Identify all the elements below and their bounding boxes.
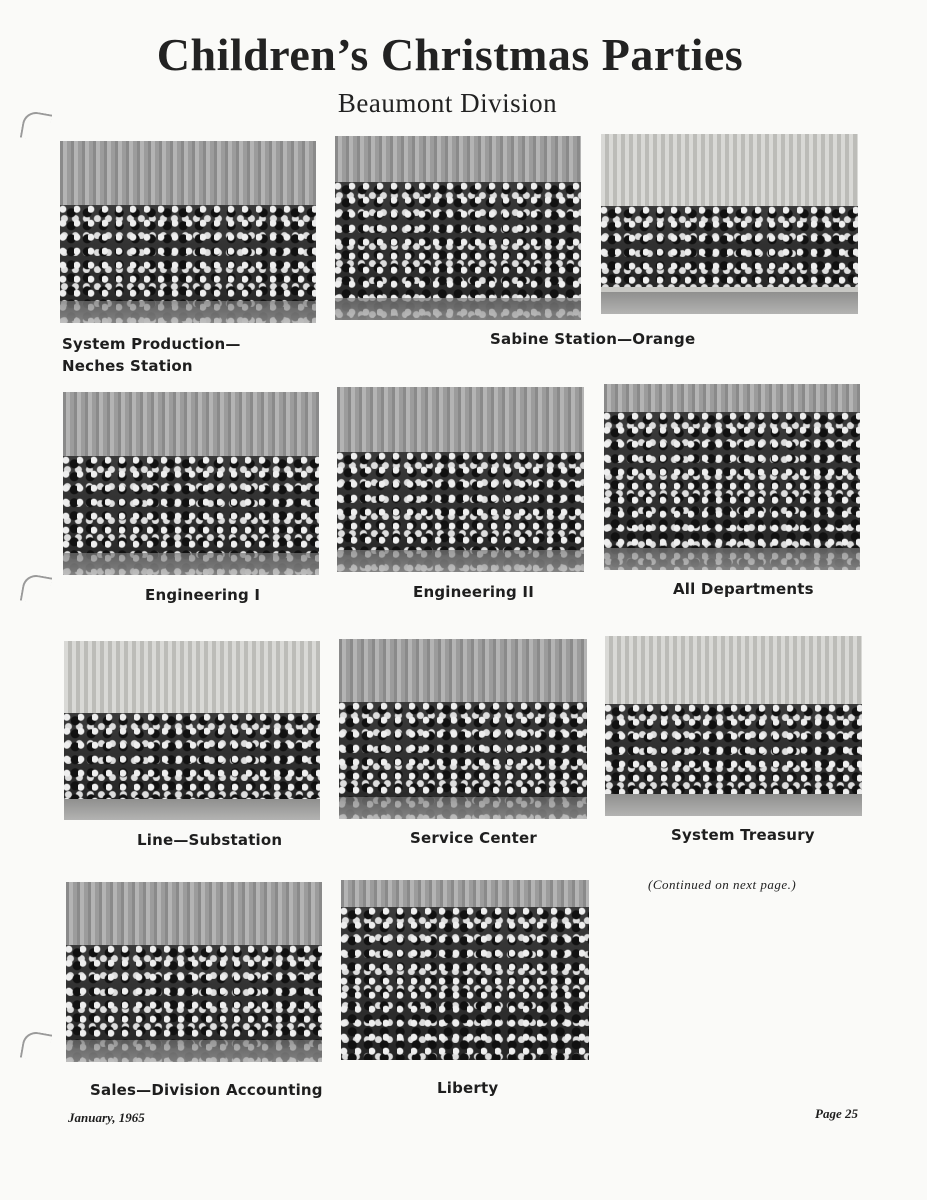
caption-service-center: Service Center: [410, 829, 537, 847]
caption-system-treasury: System Treasury: [671, 826, 815, 844]
caption-liberty: Liberty: [437, 1079, 499, 1097]
photo-sabine-station-1: [335, 136, 581, 320]
photo-engineering-2: [337, 387, 584, 572]
page-subtitle: Beaumont Division: [337, 88, 558, 118]
photo-system-treasury: [605, 636, 862, 816]
caption-sales-division-accounting: Sales—Division Accounting: [90, 1081, 323, 1099]
punch-hole-bottom: [20, 1030, 52, 1062]
photo-line-substation: [64, 641, 320, 820]
caption-engineering-1: Engineering I: [145, 586, 261, 604]
caption-line-substation: Line—Substation: [137, 831, 283, 849]
caption-system-production: System Production—Neches Station: [62, 335, 241, 375]
photo-engineering-1: [63, 392, 319, 575]
photo-sabine-station-2: [601, 134, 858, 314]
photo-all-departments: [604, 384, 860, 570]
footer-date: January, 1965: [68, 1110, 145, 1125]
footer-page-number: Page 25: [815, 1106, 858, 1121]
continued-note: (Continued on next page.): [648, 877, 797, 892]
caption-sabine-station: Sabine Station—Orange: [490, 330, 696, 348]
caption-engineering-2: Engineering II: [413, 583, 534, 601]
photo-sales-division-accounting: [66, 882, 322, 1062]
photo-system-production: [60, 141, 316, 323]
photo-liberty: [341, 880, 589, 1060]
caption-all-departments: All Departments: [673, 580, 814, 598]
punch-hole-middle: [20, 573, 52, 605]
page-title: Children’s Christmas Parties: [156, 29, 744, 80]
photo-service-center: [339, 639, 587, 819]
